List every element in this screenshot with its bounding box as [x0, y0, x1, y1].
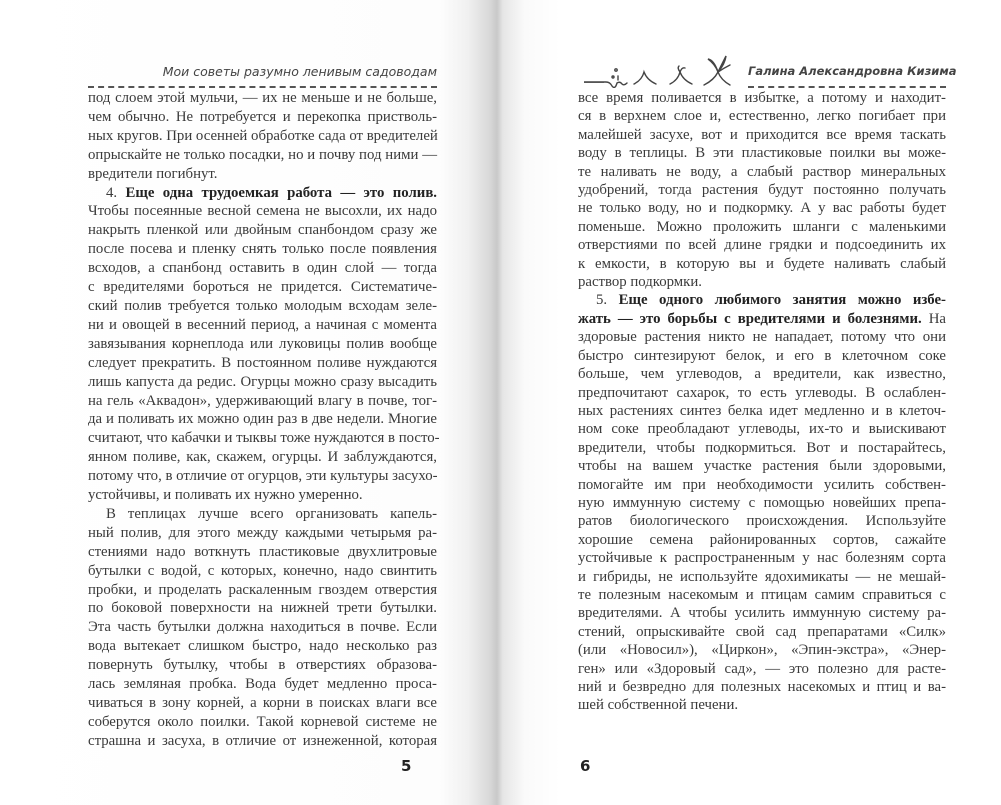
body-text: по боковой поверхности на нижней трети бутылки.: [88, 600, 437, 617]
text-line: [88, 505, 437, 524]
bold-heading-text: Еще одна трудоемкая работа — это полив.: [125, 184, 438, 201]
body-text: больше, чем углеводов, а вредители, как известно,: [578, 366, 946, 383]
bold-heading-text: жать — это борьбы с вредителями и болезнями.: [578, 310, 922, 327]
body-text: после посева и пленку снять только после появления: [88, 241, 437, 258]
body-text: завязывания корнеплода или луковицы полив вообще: [88, 335, 437, 352]
body-text: устойчивы, и поливать их нужно умеренно.: [88, 487, 363, 504]
text-line: [578, 273, 946, 291]
body-text: воду в теплицы. В эти пластиковые поилки вы може-: [578, 145, 946, 162]
body-text: малейшей засухе, вот и приходится все время таскать: [578, 126, 946, 143]
text-line: [88, 184, 437, 203]
text-line: [88, 486, 437, 505]
text-line: [88, 713, 437, 732]
body-text: считают, что кабачки и тыквы тоже нуждаются в посто-: [88, 430, 440, 447]
body-text: ся в верхнем слое и, естественно, легко погибает при: [578, 108, 946, 125]
text-line: [578, 107, 946, 125]
body-text: к емкости, в которую вы и будете наливать слабый: [578, 255, 946, 272]
body-text: опрыскайте не только посадки, но и почву под ними —: [88, 146, 437, 163]
text-line: [88, 618, 437, 637]
body-text: ных растениях синтез белка идет медленно и в клеточ-: [578, 402, 946, 419]
body-text: вредителями. А чтобы усилить иммунную систему ра-: [578, 605, 946, 622]
bold-heading-text: Еще одного любимого занятия можно избе-: [618, 292, 946, 309]
text-line: [578, 347, 946, 365]
body-text: ный полив, для этого между каждыми четырьмя ра-: [88, 524, 437, 541]
body-text: На: [921, 310, 946, 327]
body-text: лась земляная пробка. Вода будет медленно проса-: [88, 676, 437, 693]
body-text: Чтобы посеянные весной семена не высохли, их надо: [88, 203, 437, 220]
text-line: [578, 457, 946, 475]
text-line: [578, 89, 946, 107]
text-line: [578, 384, 946, 402]
body-text: ский полив требуется только молодым всходам зеле-: [88, 297, 437, 314]
body-text: все время поливается в избытке, а потому и находит-: [578, 90, 946, 106]
body-text: ратов биологического происхождения. Используйте: [578, 513, 946, 530]
text-line: [88, 354, 437, 373]
running-header-book-title: Мои советы разумно ленивым садоводам: [162, 64, 437, 79]
body-text: соберутся около поилки. Такой корневой системе не: [88, 713, 437, 730]
text-line: [578, 181, 946, 199]
text-line: [578, 568, 946, 586]
text-line: [88, 448, 437, 467]
text-line: [88, 127, 437, 146]
text-line: [88, 335, 437, 354]
body-text: ную иммунную систему с помощью новейших препа-: [578, 494, 946, 511]
body-text: отверстиями по всей длине грядки и подсоединить их: [578, 237, 946, 254]
left-page: [0, 0, 490, 805]
body-text: всходов, а спанбонд оставить в один слой — тогда: [88, 260, 437, 277]
text-line: [578, 660, 946, 678]
header-dashed-rule-right: [748, 86, 946, 88]
body-text: стениями надо воткнуть пластиковые двухлитровые: [88, 543, 437, 560]
body-text: и гибриды, не используйте ядохимикаты — не мешай-: [578, 568, 946, 585]
body-text: удобрений, тогда растения будут постоянно получать: [578, 182, 946, 199]
text-line: [88, 675, 437, 694]
running-header-author: Галина Александровна Кизима: [748, 64, 957, 78]
text-line: [88, 392, 437, 411]
body-text: чем обычно. Не потребуется и перекопка пристволь-: [88, 108, 437, 125]
body-text: страшна и засуха, в отличие от изнеженной, которая: [88, 732, 437, 749]
text-line: [578, 641, 946, 659]
body-text: на гель «Аквадон», удерживающий влагу в почве, тог-: [88, 392, 437, 409]
text-line: [578, 678, 946, 696]
text-line: [88, 373, 437, 392]
body-text: повернуть бутылку, чтобы в отверстиях образова-: [88, 657, 437, 674]
text-line: [88, 524, 437, 543]
body-text: раствор подкормки.: [578, 274, 702, 291]
text-line: [88, 108, 437, 127]
body-text: потому что, в отличие от огурцов, эти культуры засухо-: [88, 468, 438, 485]
body-text: лишь капуста да редис. Огурцы можно сразу высадить: [88, 373, 437, 390]
text-line: [578, 420, 946, 438]
text-line: [88, 165, 437, 184]
body-text: не только воду, но и подкормку. А у вас работы будет: [578, 200, 946, 217]
text-line: [88, 599, 437, 618]
body-text: те полезным насекомым и птицам самим справиться с: [578, 586, 946, 603]
text-line: [578, 199, 946, 217]
text-line: [88, 221, 437, 240]
body-text: стений, опрыскивайте свой сад препаратами «Силк»: [578, 623, 946, 640]
body-text: ных кругов. При осенней обработке сада от вредителей: [88, 127, 438, 144]
text-line: [578, 218, 946, 236]
body-text: чиваться в зону корней, а корни в поисках влаги все: [88, 695, 437, 711]
text-line: [578, 549, 946, 567]
right-page-text: [578, 89, 946, 715]
sprout-growth-illustration-icon: [584, 52, 749, 88]
body-text: (или «Новосил»), «Циркон», «Эпин-экстра», «Энер-: [578, 642, 946, 659]
body-text: В теплицах лучше всего организовать капель-: [106, 505, 437, 522]
text-line: [578, 604, 946, 622]
text-line: [88, 429, 440, 448]
text-line: [578, 476, 946, 494]
text-line: [88, 89, 437, 108]
text-line: [88, 562, 437, 581]
text-line: [578, 126, 946, 144]
text-line: [88, 202, 437, 221]
text-line: [88, 240, 437, 259]
body-text: 4.: [106, 184, 126, 201]
text-line: [88, 316, 437, 335]
text-line: [88, 656, 437, 675]
body-text: предпочитают сахарок, то есть углеводы. В ослаблен-: [578, 384, 946, 401]
body-text: ном соке преобладают углеводы, их-то и выискивают: [578, 421, 946, 438]
text-line: [88, 410, 437, 429]
body-text: ген» или «Здоровый сад», — это полезно для расте-: [578, 660, 946, 677]
left-page-text: [88, 89, 440, 751]
body-text: быстро синтезируют белок, и его в клеточном соке: [578, 347, 946, 364]
body-text: ний и безвредно для полезных насекомых и птиц и ва-: [578, 679, 946, 695]
text-line: [88, 467, 437, 486]
body-text: здоровые растения никто не нападает, потому что они: [578, 329, 946, 346]
body-text: помогайте им при необходимости усилить собствен-: [578, 476, 946, 493]
body-text: накрыть пленкой или двойным спанбондом сразу же: [88, 222, 437, 239]
body-text: Эта часть бутылки должна находиться в почве. Если: [88, 619, 437, 636]
body-text: шей собственной печени.: [578, 697, 739, 714]
text-line: [578, 144, 946, 162]
text-line: [578, 586, 946, 604]
text-line: [578, 696, 946, 714]
text-line: [578, 439, 946, 457]
body-text: следует прекратить. В постоянном поливе нуждаются: [88, 354, 437, 371]
body-text: поменьше. Можно проложить шланги с маленькими: [578, 218, 946, 235]
text-line: [578, 402, 946, 420]
body-text: да и поливать их можно один раз в две недели. Многие: [88, 411, 437, 428]
text-line: [578, 236, 946, 254]
text-line: [578, 494, 946, 512]
text-line: [578, 623, 946, 641]
body-text: 5.: [596, 292, 619, 309]
body-text: вода вытекает слишком быстро, надо несколько раз: [88, 638, 437, 655]
text-line: [578, 163, 946, 181]
text-line: [578, 365, 946, 383]
text-line: [578, 328, 946, 346]
text-line: [578, 291, 946, 309]
header-solid-rule: [584, 82, 604, 83]
text-line: [88, 278, 437, 297]
body-text: с вредителями бороться не придется. Систематиче-: [88, 279, 437, 296]
page-number: 5: [401, 757, 412, 775]
text-line: [578, 255, 946, 273]
body-text: чтобы на вашем участке растения были здоровыми,: [578, 458, 946, 475]
text-line: [88, 732, 437, 751]
body-text: хорошие семена районированных сортов, сажайте: [578, 531, 946, 548]
text-line: [88, 581, 437, 600]
body-text: пробки, и проделать раскаленным гвоздем отверстия: [88, 581, 437, 598]
body-text: вредители, чтобы подкормиться. Вот и постарайтесь,: [578, 439, 946, 456]
text-line: [88, 543, 437, 562]
body-text: устойчивые к распространенным у нас болезням сорта: [578, 550, 946, 567]
text-line: [578, 310, 946, 328]
text-line: [88, 259, 437, 278]
body-text: вредители погибнут.: [88, 165, 218, 182]
body-text: бутылки с водой, с которых, конечно, надо свинтить: [88, 562, 437, 579]
body-text: те наливать не воду, а слабый раствор минеральных: [578, 163, 946, 180]
text-line: [88, 146, 437, 165]
body-text: под слоем этой мульчи, — их не меньше и не больше,: [88, 90, 437, 106]
page-number-right: 6: [580, 757, 591, 775]
text-line: [88, 297, 437, 316]
text-line: [578, 531, 946, 549]
text-line: [88, 637, 437, 656]
text-line: [88, 694, 437, 713]
body-text: ни и овощей в весенний период, а начиная с момента: [88, 316, 437, 333]
header-dashed-rule: [88, 86, 437, 88]
text-line: [578, 512, 946, 530]
body-text: янном поливе, как, скажем, огурцы. И заблуждаются,: [88, 449, 437, 466]
